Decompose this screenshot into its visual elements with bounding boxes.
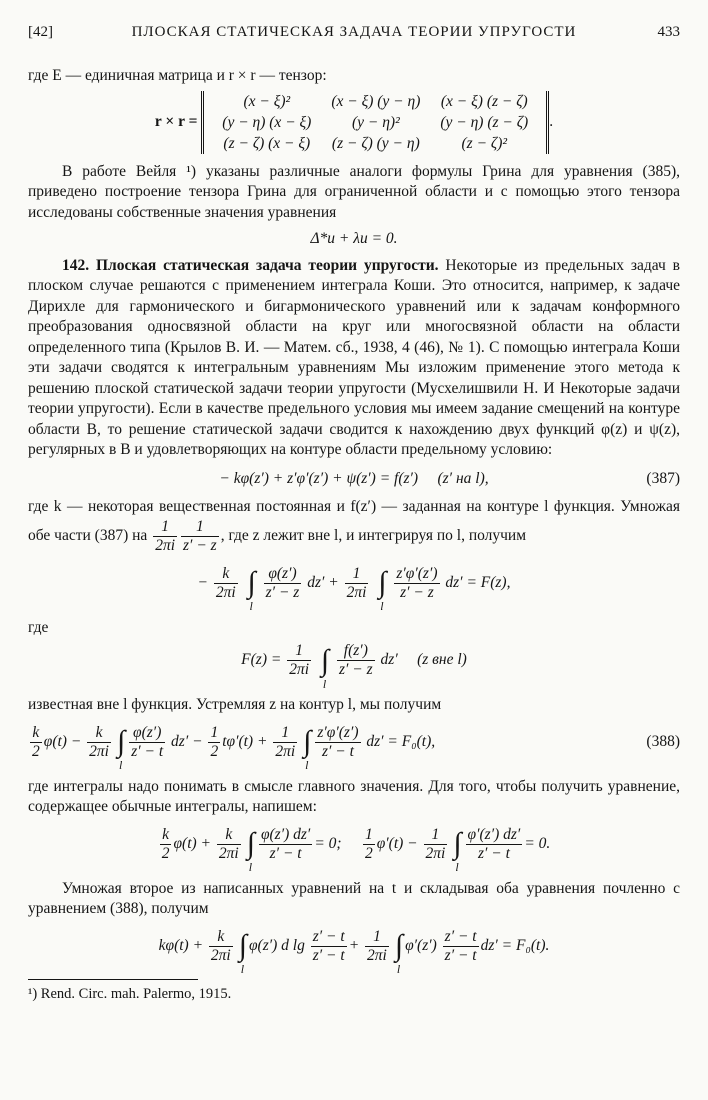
fraction <box>337 642 375 679</box>
fraction <box>365 928 389 965</box>
fraction <box>129 724 165 761</box>
page-number: 433 <box>657 24 680 40</box>
numerator: φ(z′) <box>264 565 302 584</box>
equation-term: dz′ − <box>171 732 203 750</box>
equation-term: φ(t) − <box>43 732 82 750</box>
equation-388 <box>28 723 680 772</box>
equation-term: + <box>348 936 360 954</box>
matrix-cell: (y − η) (x − ξ) <box>222 113 312 131</box>
equation-weyl: Δ*u + λu = 0. <box>310 230 398 247</box>
equation-term: φ(t) + <box>173 834 212 852</box>
integral-sign: ∫ l <box>320 643 330 691</box>
integral-sign: ∫ l <box>378 566 387 613</box>
denominator: z′ − z <box>339 661 373 678</box>
fraction <box>466 826 523 863</box>
integral-contour: l <box>249 599 253 613</box>
denominator: z′ − z <box>183 536 217 554</box>
equation-387 <box>28 469 680 490</box>
denominator: 2πi <box>218 844 239 862</box>
integral-sign: ∫ l <box>394 929 404 976</box>
paragraph-principal-value: где интегралы надо понимать в смысле главного значения. Для того, чтобы получить уравнение, содержащее обычные интегралы, напишем: <box>28 777 680 815</box>
denominator: z′ − t <box>444 946 477 964</box>
matrix-cell: (y − η) (z − ζ) <box>440 113 529 131</box>
running-title: ПЛОСКАЯ СТАТИЧЕСКАЯ ЗАДАЧА ТЕОРИИ УПРУГОСТИ <box>131 24 577 40</box>
numerator: φ(z′) <box>129 724 165 743</box>
integral-sign: ∫ l <box>238 929 247 976</box>
numerator: 1 <box>365 928 389 947</box>
numerator: 1 <box>273 724 297 743</box>
matrix-cell: (z − ζ) (y − η) <box>331 134 420 152</box>
footnote: ¹) Rend. Circ. mah. Palermo, 1915. <box>28 985 232 1002</box>
numerator: φ′(z′) dz′ <box>467 825 521 843</box>
fraction <box>217 826 241 863</box>
section-text: Некоторые из предельных задач в плоском случае решаются с применением интеграла Коши. Это относится, например, к задаче Дирихле для гармонического и бигармонического уравнений или к задачам конформного преобразования односвязной области на круг или многосвязной области на области определенного типа (Крылов В. И. — Матем. сб., 1938, 4 (46), № 1). С помощью интеграла Коши эти задачи сводятся к интегральным уравнениям Мы изложим применение этого метода к решению плоской статической задачи теории упругости (Мусхелишвили Н. И Некоторые задачи теории упругости). Если в качестве предельного условия мы имеем задание смещений на контуре области B, то решение статической задачи сводится к нахождению двух функций φ(z) и ψ(z), регулярных в B и удовлетворяющих на контуре области предельному условию: <box>28 256 681 458</box>
denominator: z′ − z <box>400 583 434 601</box>
paragraph-387-tail: , где z лежит вне l, и интегрируя по l, получим <box>220 526 527 544</box>
denominator: 2πi <box>215 583 236 601</box>
denominator: z′ − t <box>312 946 345 964</box>
integral-sign: ∫ l <box>303 725 312 772</box>
paragraph-387-text: где k — некоторая вещественная постоянная и f(z′) — заданная на контуре l функция. Умножая обе части (387) на <box>28 498 680 544</box>
equation-number: (387) <box>646 469 680 487</box>
equation-rhs: dz′ = F(z), <box>445 573 511 591</box>
numerator: z′φ′(z′) <box>317 723 359 741</box>
denominator: 2πi <box>89 742 109 760</box>
section-title: 142. Плоская статическая задача теории упругости. <box>62 256 439 274</box>
numerator: 1 <box>181 518 219 537</box>
denominator: 2 <box>364 844 373 862</box>
numerator: k <box>30 724 42 743</box>
eq387-condition: (z′ на l), <box>437 469 489 487</box>
matrix-lhs: r × r = <box>154 112 198 130</box>
matrix-cell: (x − ξ) (y − η) <box>331 92 421 110</box>
numerator: k <box>87 724 111 743</box>
equation-term: φ′(z′) <box>405 936 437 954</box>
paragraph-multiply: Умножая второе из написанных уравнений на t и складывая оба уравнения почленно с уравнением (388), получим <box>28 879 680 917</box>
integral-contour: l <box>305 758 309 772</box>
equation-pair <box>28 825 680 874</box>
tensor-matrix <box>201 91 549 154</box>
fraction <box>181 518 219 555</box>
fraction <box>287 642 311 679</box>
equation-term: tφ′(t) + <box>222 732 268 750</box>
integral-contour: l <box>119 758 123 772</box>
numerator: 1 <box>364 825 373 843</box>
paragraph-weyl: В работе Вейля ¹) указаны различные аналоги формулы Грина для уравнения (385), приведено построение тензора Грина для ограниченной области и с помощью этого тензора исследованы собственные значения уравнения <box>28 162 680 221</box>
numerator: 1 <box>210 723 219 741</box>
denominator: 2πi <box>155 536 176 554</box>
fraction <box>259 826 312 863</box>
integral-contour: l <box>248 860 253 874</box>
section-number: [42] <box>28 24 53 40</box>
fraction <box>30 724 42 761</box>
numerator: f(z′) <box>337 642 375 661</box>
denominator: 2πi <box>210 946 231 964</box>
running-header <box>28 24 680 46</box>
paragraph-known-function: известная вне l функция. Устремляя z на контур l, мы получим <box>28 696 442 713</box>
equation-rhs: dz′ = F₀(t), <box>366 732 436 750</box>
word-gde: где <box>28 618 49 636</box>
footnote-divider <box>28 979 198 980</box>
denominator: 2 <box>210 742 219 760</box>
fraction <box>345 565 369 602</box>
differential: dz′ <box>380 651 398 669</box>
fraction <box>214 565 238 602</box>
fraction <box>160 826 172 863</box>
numerator: k <box>160 826 172 845</box>
equation-rhs: dz′ = F₀(t). <box>480 936 550 954</box>
fraction <box>311 928 347 965</box>
denominator: 2πi <box>275 742 296 760</box>
integral-contour: l <box>240 962 245 976</box>
equation-condition: (z вне l) <box>417 651 467 669</box>
denominator: z′ − t <box>477 844 510 862</box>
numerator: 1 <box>424 826 448 845</box>
denominator: 2πi <box>346 583 367 601</box>
equation-term: φ(z′) d lg <box>248 936 305 954</box>
numerator: 1 <box>287 642 311 661</box>
denominator: z′ − t <box>269 844 302 862</box>
numerator: k <box>214 565 238 584</box>
denominator: 2πi <box>367 946 387 964</box>
fraction <box>363 826 375 863</box>
matrix-cell: (x − ξ) (z − ζ) <box>440 92 528 110</box>
numerator: k <box>217 826 241 845</box>
page-body <box>28 66 680 1004</box>
denominator: z′ − t <box>131 742 164 760</box>
integral-contour: l <box>380 599 384 613</box>
equation-rhs: = 0; <box>314 834 342 852</box>
fraction <box>315 724 360 761</box>
matrix-cell: (x − ξ)² <box>243 92 291 110</box>
integral-sign: ∫ l <box>246 827 255 874</box>
integral-contour: l <box>455 860 459 874</box>
denominator: 2 <box>161 844 170 862</box>
intro-line: где E — единичная матрица и r × r — тензор: <box>28 67 327 84</box>
matrix-cell: (y − η)² <box>351 113 400 131</box>
numerator: z′ − t <box>312 927 345 945</box>
fraction <box>443 928 479 965</box>
equation-number: (388) <box>646 732 680 750</box>
numerator: 1 <box>153 518 177 537</box>
differential: dz′ + <box>307 573 339 591</box>
fraction <box>394 565 439 602</box>
equation-rhs: = 0. <box>524 834 551 852</box>
equation-F <box>28 642 680 691</box>
equation-final <box>28 927 680 976</box>
denominator: 2πi <box>425 844 446 862</box>
fraction <box>153 518 177 555</box>
paragraph-section-142 <box>28 256 680 461</box>
integral-contour: l <box>396 962 401 976</box>
denominator: 2πi <box>289 661 310 678</box>
denominator: z′ − z <box>265 583 300 601</box>
numerator: z′ − t <box>444 927 477 945</box>
equation-lhs: F(z) = <box>241 651 282 669</box>
eq387-body: − kφ(z′) + z′φ′(z′) + ψ(z′) = f(z′) <box>219 469 419 487</box>
fraction <box>209 928 233 965</box>
fraction <box>424 826 448 863</box>
fraction <box>264 565 302 602</box>
integral-sign: ∫ l <box>453 827 462 874</box>
integral-sign: ∫ l <box>247 566 256 613</box>
paragraph-387 <box>28 497 680 555</box>
integral-contour: l <box>322 676 327 691</box>
equation-term: φ′(t) − <box>376 834 418 852</box>
denominator: z′ − t <box>321 742 354 760</box>
integral-sign: ∫ l <box>117 725 126 772</box>
matrix-cell: (z − ζ)² <box>461 134 508 152</box>
fraction <box>273 724 297 761</box>
fraction <box>208 724 220 761</box>
numerator: k <box>209 928 233 947</box>
equation-integral-1 <box>28 564 680 613</box>
minus-sign: − <box>197 573 208 591</box>
numerator: z′φ′(z′) <box>396 564 438 582</box>
matrix-cell: (z − ζ) (x − ξ) <box>223 134 311 152</box>
matrix-equation: r × r = (x − ξ)² (x − ξ) (y − η) (x − ξ) (z − ζ) (y − η) (x − ξ) (y − η)² (y − η) (z − ζ) (z − ζ) (x − ξ) (z − ζ) (y − η) (z − ζ)² . <box>154 92 554 152</box>
equation-term: kφ(t) + <box>158 936 204 954</box>
fraction <box>87 724 111 761</box>
denominator: 2 <box>32 742 40 760</box>
numerator: φ(z′) dz′ <box>260 825 311 843</box>
numerator: 1 <box>345 565 369 584</box>
